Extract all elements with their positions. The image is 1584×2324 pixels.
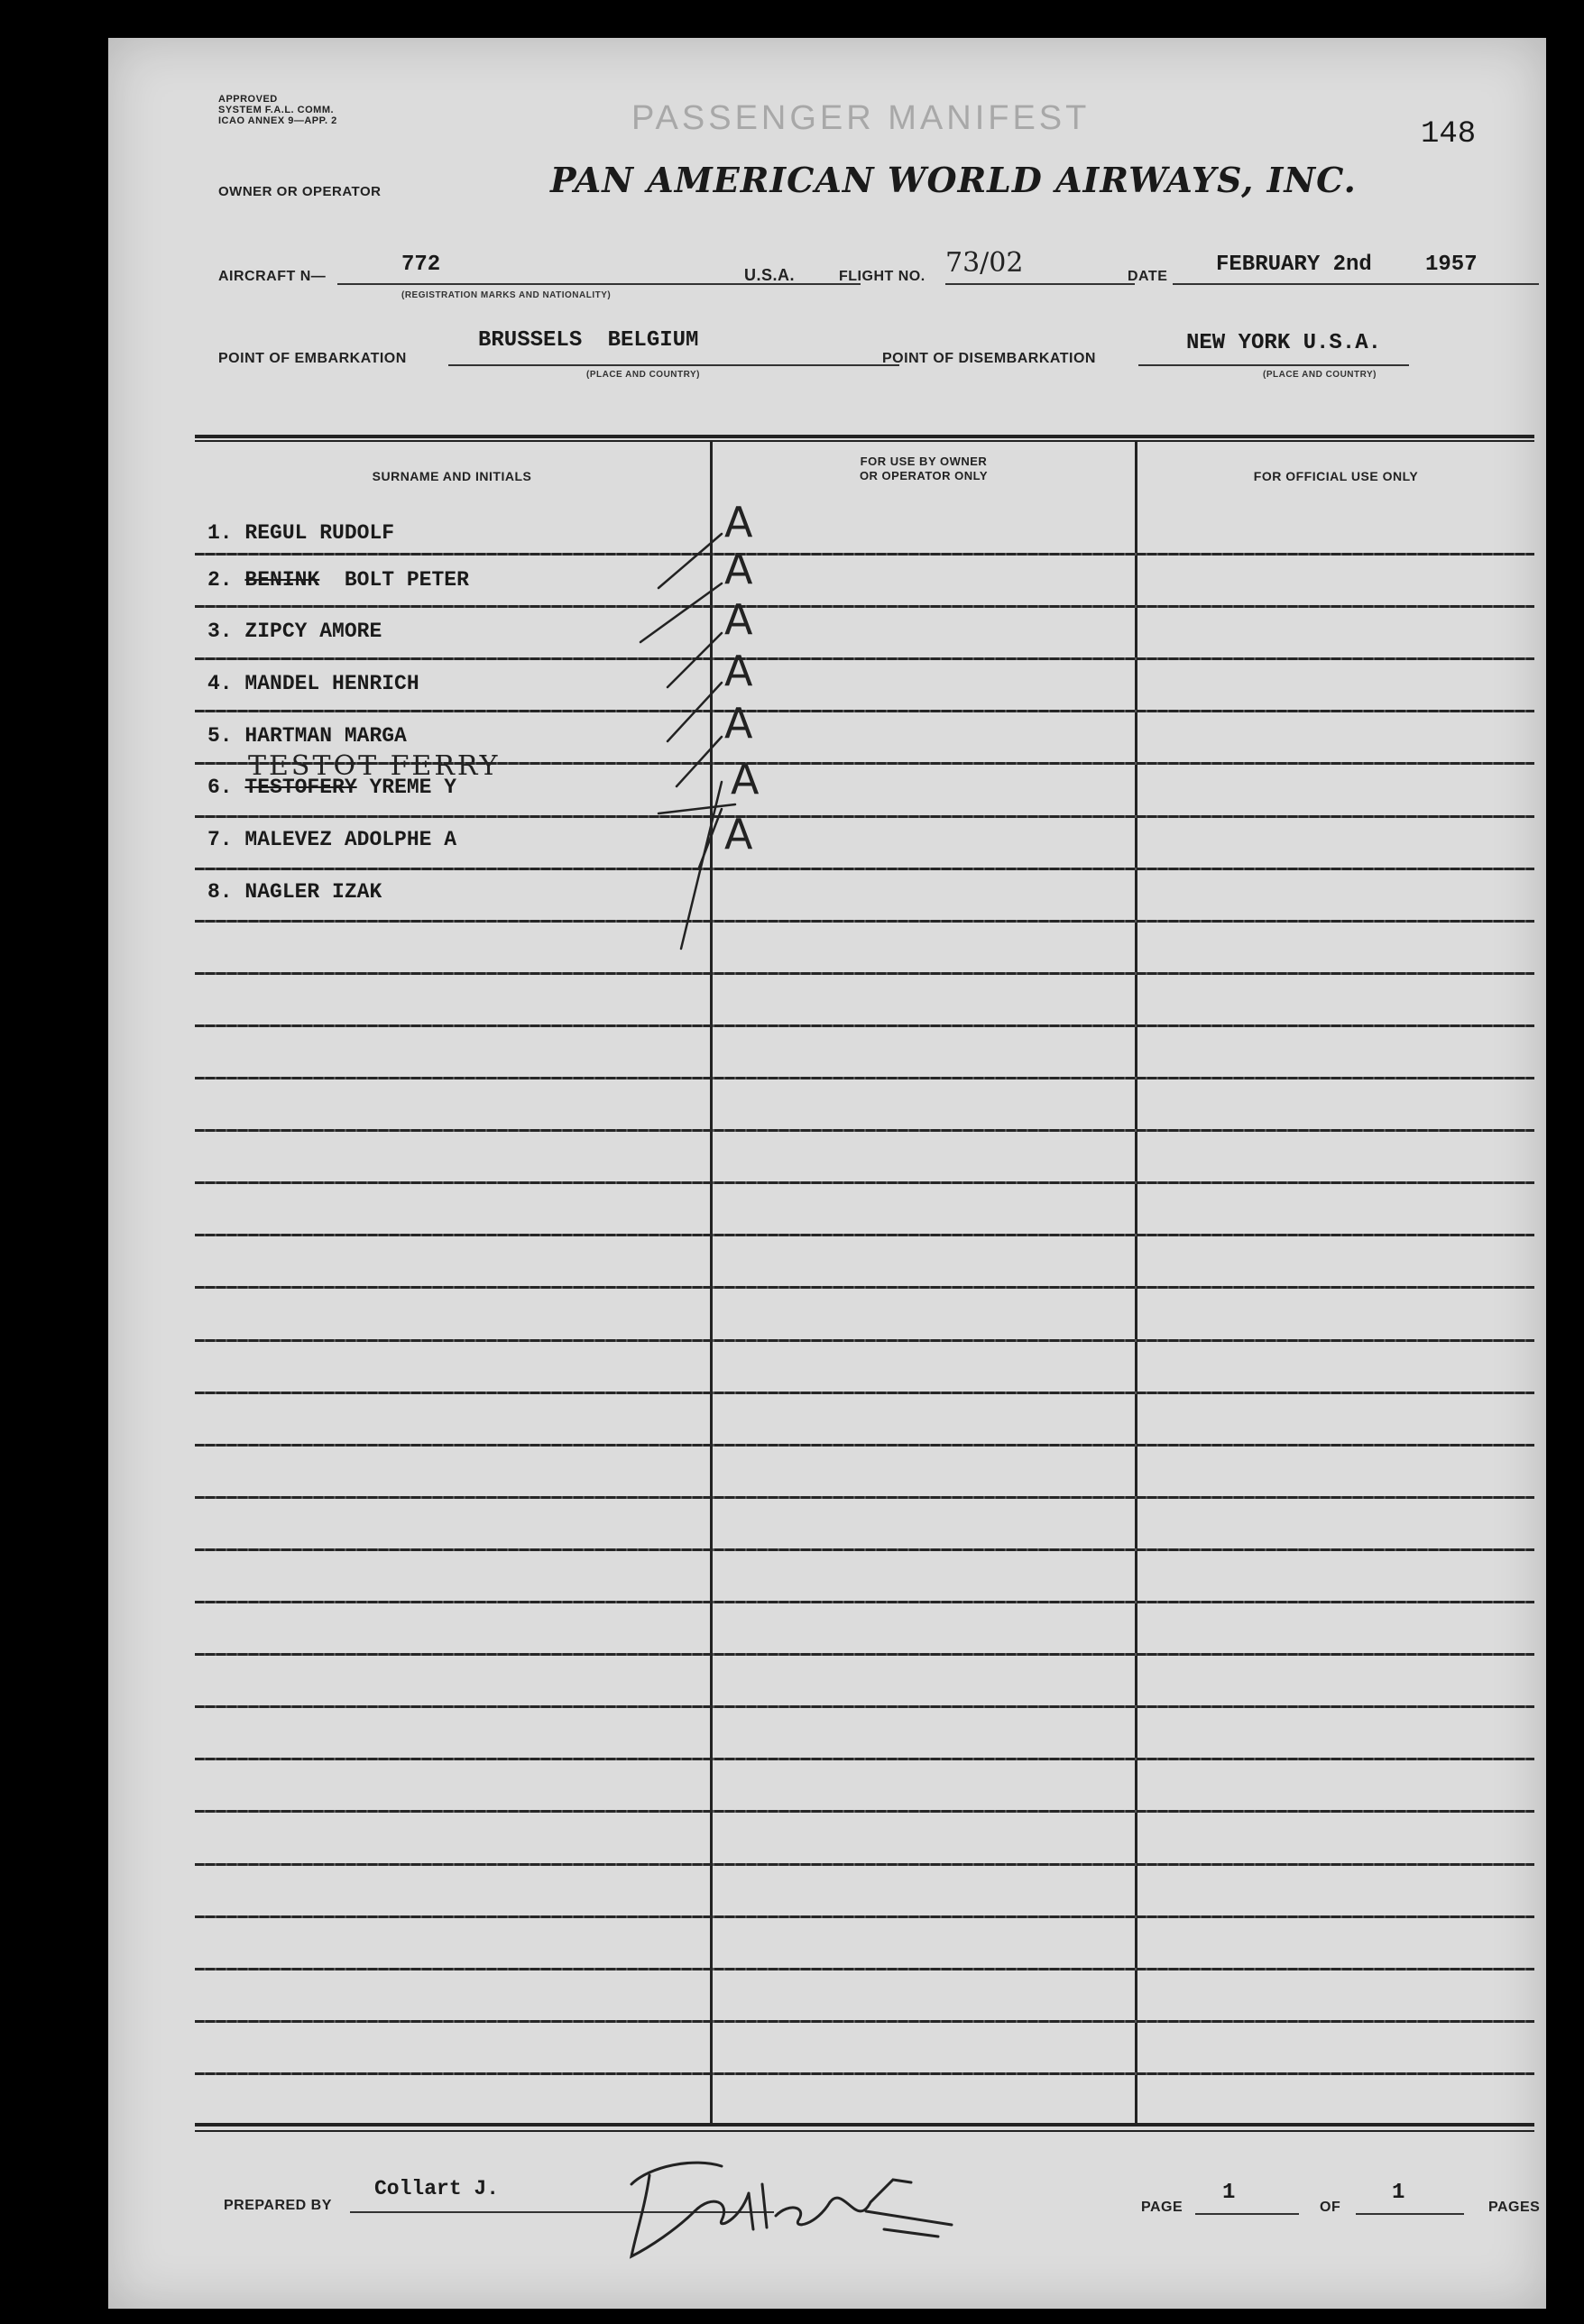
flight-value: 73/02 [945, 247, 1024, 279]
table-row-line [195, 1339, 1534, 1342]
passenger-number: 3. [207, 620, 233, 643]
of-underline [1356, 2213, 1464, 2215]
table-row-line [195, 1181, 1534, 1184]
table-top-rule [195, 435, 1534, 438]
embarkation-value: BRUSSELS BELGIUM [478, 328, 699, 353]
table-row-line [195, 920, 1534, 923]
prepared-by-label: PREPARED BY [224, 2198, 332, 2213]
table-row-line [195, 1758, 1534, 1760]
handwritten-correction: TESTOT FERRY [248, 750, 501, 782]
table-row-line [195, 1810, 1534, 1813]
passenger-number: 5. [207, 724, 233, 748]
flight-label: FLIGHT NO. [839, 269, 926, 284]
embarkation-label: POINT OF EMBARKATION [218, 351, 407, 366]
table-bottom-rule [195, 2123, 1534, 2127]
approval-line: ICAO ANNEX 9—APP. 2 [218, 115, 337, 126]
table-row-line [195, 1392, 1534, 1394]
check-stroke [658, 804, 735, 813]
passenger-name: YREME Y [369, 776, 457, 799]
table-row-line [195, 553, 1534, 556]
table-row-line [195, 2072, 1534, 2075]
table-row-line [195, 815, 1534, 818]
handwritten-mark: A [724, 595, 753, 644]
passenger-row [207, 880, 382, 904]
check-stroke [681, 782, 722, 949]
table-row-line [195, 1286, 1534, 1289]
table-row-line [195, 1077, 1534, 1079]
table-row-line [195, 2020, 1534, 2023]
column-header-owner-use [713, 455, 1135, 483]
passenger-row [207, 828, 456, 851]
embarkation-underline [448, 364, 899, 366]
table-row-line [195, 1705, 1534, 1708]
date-underline [1173, 283, 1539, 285]
check-stroke [640, 583, 722, 642]
table-row-line [195, 1444, 1534, 1447]
passenger-name: MALEVEZ ADOLPHE A [244, 828, 457, 851]
column-header-names: SURNAME AND INITIALS [372, 469, 532, 483]
company-name: PAN AMERICAN WORLD AIRWAYS, INC. [550, 160, 1357, 200]
check-stroke [658, 534, 722, 588]
approval-line: SYSTEM F.A.L. COMM. [218, 105, 335, 115]
passenger-row [207, 672, 419, 695]
form-title: PASSENGER MANIFEST [631, 99, 1091, 137]
table-row-line [195, 1024, 1534, 1027]
approval-line: APPROVED [218, 94, 278, 105]
table-row-line [195, 1496, 1534, 1499]
of-label: OF [1320, 2200, 1341, 2215]
signature-drawing [595, 2130, 974, 2274]
handwritten-mark: A [724, 699, 753, 748]
table-row-line [195, 1653, 1534, 1656]
disembarkation-label: POINT OF DISEMBARKATION [882, 351, 1096, 366]
column-header-official-use: FOR OFFICIAL USE ONLY [1253, 469, 1419, 483]
table-top-rule-inner [195, 440, 1534, 442]
passenger-number: 2. [207, 568, 233, 592]
handwritten-mark: A [731, 755, 760, 804]
nationality-label: U.S.A. [744, 266, 796, 284]
passenger-name: HARTMAN MARGA [244, 724, 407, 748]
manifest-sheet [108, 38, 1546, 2309]
prepared-by-value: Collart J. [374, 2177, 500, 2200]
table-row-line [195, 1968, 1534, 1970]
handwritten-mark: A [724, 647, 753, 695]
handwritten-mark: A [724, 498, 753, 547]
aircraft-label: AIRCRAFT N— [218, 269, 327, 284]
check-stroke [677, 737, 722, 786]
flight-underline [945, 283, 1135, 285]
disembarkation-caption: (PLACE AND COUNTRY) [1263, 370, 1377, 380]
approval-block [218, 94, 337, 126]
column-header-owner-line: OR OPERATOR ONLY [859, 469, 989, 482]
year-value: 1957 [1425, 253, 1478, 277]
passenger-name: NAGLER IZAK [244, 880, 382, 904]
check-stroke [668, 683, 722, 741]
date-value: FEBRUARY 2nd [1216, 253, 1372, 277]
passenger-number: 1. [207, 521, 233, 545]
owner-label: OWNER OR OPERATOR [218, 184, 382, 199]
column-divider-2 [1135, 442, 1137, 2123]
page-underline [1195, 2213, 1299, 2215]
passenger-number: 6. [207, 776, 233, 799]
embarkation-caption: (PLACE AND COUNTRY) [586, 370, 700, 380]
handwritten-mark: A [724, 545, 753, 593]
date-label: DATE [1128, 269, 1168, 284]
passenger-row [207, 620, 382, 643]
table-row-line [195, 605, 1534, 608]
passenger-struck-name: BENINK [244, 568, 320, 592]
column-header-owner-line: FOR USE BY OWNER [860, 455, 988, 468]
table-row-line [195, 1129, 1534, 1132]
signature-text: Collart [604, 2264, 611, 2266]
disembarkation-underline [1138, 364, 1409, 366]
aircraft-value: 772 [401, 253, 441, 277]
table-row-line [195, 1915, 1534, 1918]
of-value: 1 [1392, 2181, 1405, 2205]
passenger-name: REGUL RUDOLF [244, 521, 395, 545]
table-row-line [195, 1234, 1534, 1236]
passenger-name: ZIPCY AMORE [244, 620, 382, 643]
page-stamp-number: 148 [1421, 117, 1477, 152]
disembarkation-value: NEW YORK U.S.A. [1186, 331, 1382, 355]
passenger-row [207, 568, 469, 592]
passenger-name: BOLT PETER [344, 568, 469, 592]
table-row-line [195, 710, 1534, 712]
handwritten-check-strokes [613, 507, 740, 958]
table-row-line [195, 868, 1534, 870]
passenger-number: 8. [207, 880, 233, 904]
passenger-number: 4. [207, 672, 233, 695]
table-row-line [195, 972, 1534, 975]
table-row-line [195, 1601, 1534, 1603]
table-row-line [195, 1548, 1534, 1551]
table-row-line [195, 657, 1534, 660]
page-label: PAGE [1141, 2200, 1183, 2215]
pages-label: PAGES [1488, 2200, 1541, 2215]
passenger-row [207, 724, 407, 748]
aircraft-caption: (REGISTRATION MARKS AND NATIONALITY) [401, 290, 612, 300]
page-value: 1 [1222, 2181, 1236, 2205]
passenger-row [207, 776, 456, 799]
table-row-line [195, 1863, 1534, 1866]
handwritten-mark: A [724, 810, 753, 859]
passenger-number: 7. [207, 828, 233, 851]
passenger-struck-name: TESTOFERY [244, 776, 357, 799]
check-stroke [668, 633, 722, 687]
passenger-row [207, 521, 394, 545]
passenger-name: MANDEL HENRICH [244, 672, 419, 695]
